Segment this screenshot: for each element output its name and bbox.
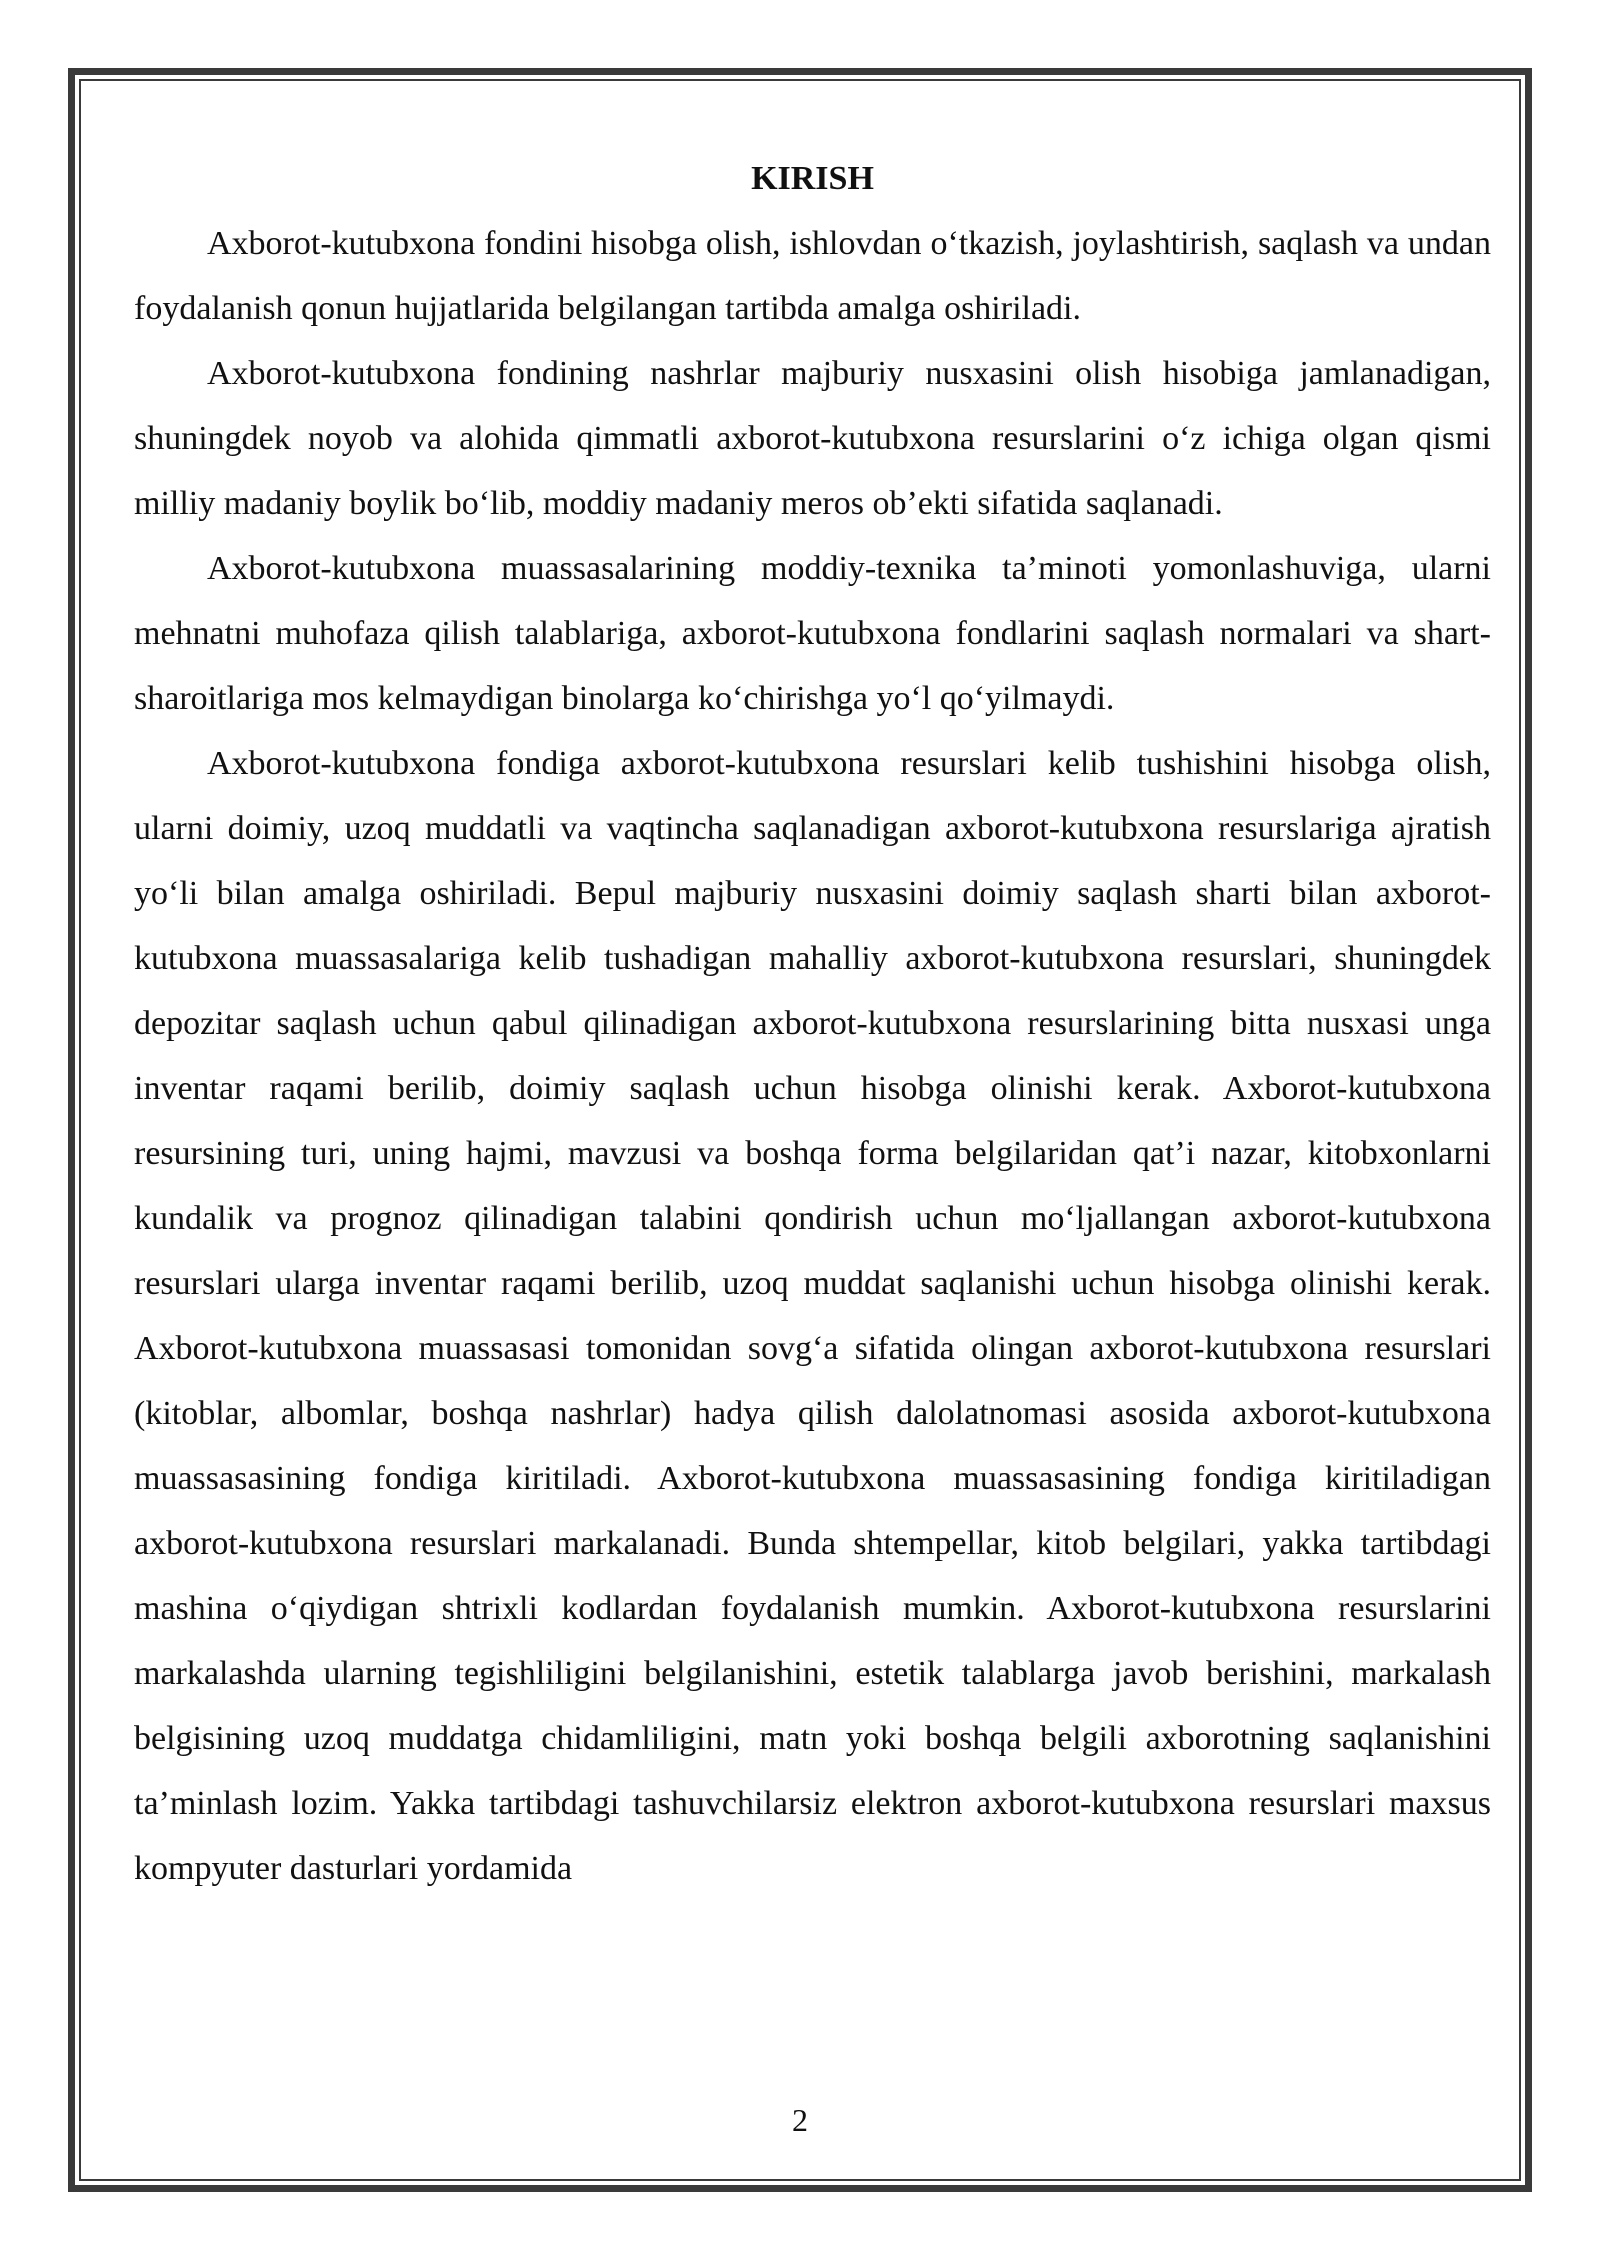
- paragraph-3: Axborot-kutubxona muassasalarining moddiy-texnika ta’minoti yomonlashuviga, ularni mehnatni muhofaza qilish talablariga, axborot-kutubxona fondlarini saqlash normalari va shart-sharoitlariga mos kelmaydigan binolarga ko‘chirishga yo‘l qo‘yilmaydi.: [134, 550, 1491, 717]
- paragraph-4: Axborot-kutubxona fondiga axborot-kutubxona resurslari kelib tushishini hisobga olish, ularni doimiy, uzoq muddatli va vaqtincha saqlanadigan axborot-kutubxona resurslariga ajratish yo‘li bilan amalga oshiriladi. Bepul majburiy nusxasini doimiy saqlash sharti bilan axborot-kutubxona muassasalariga kelib tushadigan mahalliy axborot-kutubxona resurslari, shuningdek depozitar saqlash uchun qabul qilinadigan axborot-kutubxona resurslarining bitta nusxasi unga inventar raqami berilib, doimiy saqlash uchun hisobga olinishi kerak. Axborot-kutubxona resursining turi, uning hajmi, mavzusi va boshqa forma belgilaridan qat’i nazar, kitobxonlarni kundalik va prognoz qilinadigan talabini qondirish uchun mo‘ljallangan axborot-kutubxona resurslari ularga inventar raqami berilib, uzoq muddat saqlanishi uchun hisobga olinishi kerak. Axborot-kutubxona muassasasi tomonidan sovg‘a sifatida olingan axborot-kutubxona resurslari (kitoblar, albomlar, boshqa nashrlar) hadya qilish dalolatnomasi asosida axborot-kutubxona muassasasining fondiga kiritiladi. Axborot-kutubxona muassasasining fondiga kiritiladigan axborot-kutubxona resurslari markalanadi. Bunda shtempellar, kitob belgilari, yakka tartibdagi mashina o‘qiydigan shtrixli kodlardan foydalanish mumkin. Axborot-kutubxona resurslarini markalashda ularning tegishliligini belgilanishini, estetik talablarga javob berishini, markalash belgisining uzoq muddatga chidamliligini, matn yoki boshqa belgili axborotning saqlanishini ta’minlash lozim. Yakka tartibdagi tashuvchilarsiz elektron axborot-kutubxona resurslari maxsus kompyuter dasturlari yordamida: [134, 745, 1491, 1887]
- paragraph-2: Axborot-kutubxona fondining nashrlar majburiy nusxasini olish hisobiga jamlanadigan, shuningdek noyob va alohida qimmatli axborot-kutubxona resurslarini o‘z ichiga olgan qismi milliy madaniy boylik bo‘lib, moddiy madaniy meros ob’ekti sifatida saqlanadi.: [134, 355, 1491, 522]
- document-body: [134, 146, 1491, 1901]
- page-number: 2: [792, 2102, 808, 2138]
- paragraph-1: Axborot-kutubxona fondini hisobga olish, ishlovdan o‘tkazish, joylashtirish, saqlash va undan foydalanish qonun hujjatlarida belgilangan tartibda amalga oshiriladi.: [134, 225, 1491, 327]
- document-title: KIRISH: [751, 160, 874, 197]
